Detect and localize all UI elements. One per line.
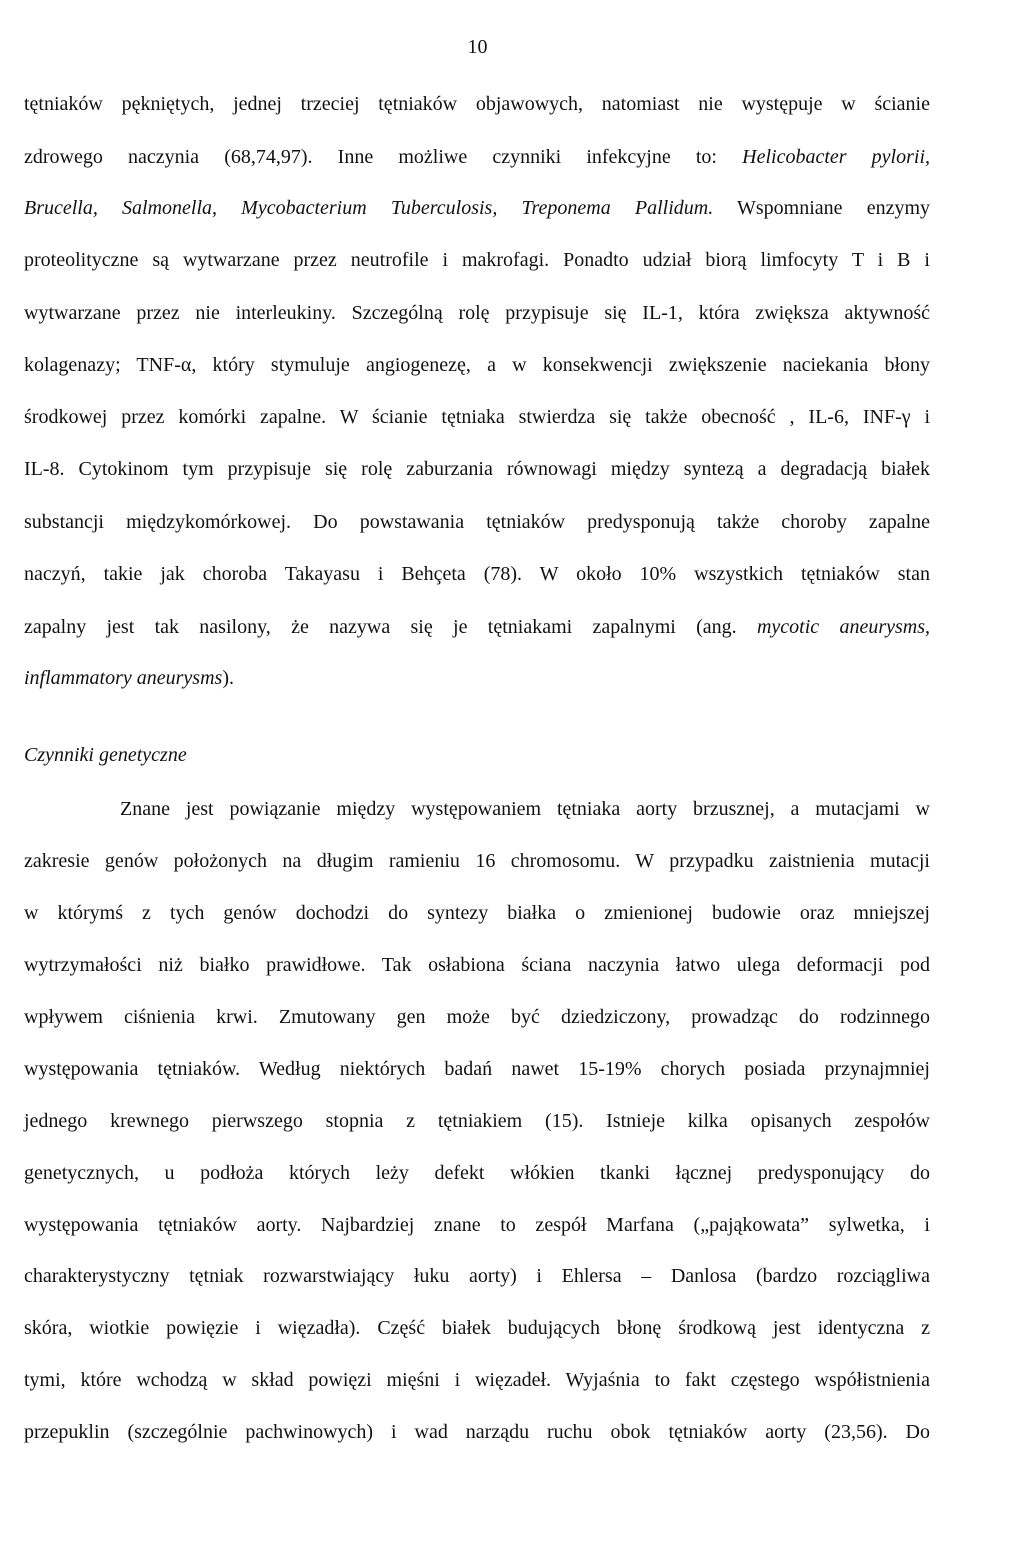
text-line: przepuklin (szczególnie pachwinowych) i wad narządu ruchu obok tętniaków aorty (23,56). Do: [24, 1421, 930, 1443]
text-line: wytwarzane przez nie interleukiny. Szczególną rolę przypisuje się IL-1, która zwiększa aktywność: [24, 302, 930, 324]
text-line: kolagenazy; TNF-α, który stymuluje angiogenezę, a w konsekwencji zwiększenie naciekania błony: [24, 354, 930, 376]
text-line: wpływem ciśnienia krwi. Zmutowany gen może być dziedziczony, prowadząc do rodzinnego: [24, 1006, 930, 1028]
text-line: zdrowego naczynia (68,74,97). Inne możliwe czynniki infekcyjne to: Helicobacter pylorii,: [24, 146, 931, 168]
text-line: substancji międzykomórkowej. Do powstawania tętniaków predysponują także choroby zapalne: [24, 511, 930, 533]
text-line: jednego krewnego pierwszego stopnia z tętniakiem (15). Istnieje kilka opisanych zespołów: [24, 1110, 930, 1132]
text-line: skóra, wiotkie powięzie i więzadła). Część białek budujących błonę środkową jest identyczna z: [24, 1317, 930, 1339]
text-line: zapalny jest tak nasilony, że nazywa się je tętniakami zapalnymi (ang. mycotic aneurysms,: [24, 616, 930, 638]
text-line: naczyń, takie jak choroba Takayasu i Behçeta (78). W około 10% wszystkich tętniaków stan: [24, 563, 930, 585]
text-line: występowania tętniaków. Według niektórych badań nawet 15-19% chorych posiada przynajmniej: [24, 1058, 930, 1080]
text-line: wytrzymałości niż białko prawidłowe. Tak osłabiona ściana naczynia łatwo ulega deformacji pod: [24, 954, 930, 976]
text-line: Znane jest powiązanie między występowaniem tętniaka aorty brzusznej, a mutacjami w: [120, 798, 930, 820]
text-line: tętniaków pękniętych, jednej trzeciej tętniaków objawowych, natomiast nie występuje w ścianie: [24, 93, 930, 115]
text-line: Brucella, Salmonella, Mycobacterium Tuberculosis, Treponema Pallidum. Wspomniane enzymy: [24, 197, 930, 219]
text-line: proteolityczne są wytwarzane przez neutrofile i makrofagi. Ponadto udział biorą limfocyty T i B i: [24, 249, 930, 271]
text-line: tymi, które wchodzą w skład powięzi mięśni i więzadeł. Wyjaśnia to fakt częstego współistnienia: [24, 1369, 930, 1391]
text-line: zakresie genów położonych na długim ramieniu 16 chromosomu. W przypadku zaistnienia mutacji: [24, 850, 930, 872]
text-line: charakterystyczny tętniak rozwarstwiający łuku aorty) i Ehlersa – Danlosa (bardzo rozciągliwa: [24, 1265, 930, 1287]
text-line: genetycznych, u podłoża których leży defekt włókien tkanki łącznej predysponujący do: [24, 1162, 930, 1184]
text-line: w którymś z tych genów dochodzi do syntezy białka o zmienionej budowie oraz mniejszej: [24, 902, 930, 924]
text-line: środkowej przez komórki zapalne. W ścianie tętniaka stwierdza się także obecność , IL-6, INF-γ i: [24, 406, 930, 428]
section-heading: Czynniki genetyczne: [24, 744, 187, 766]
text-line: inflammatory aneurysms).: [24, 667, 234, 689]
text-line: występowania tętniaków aorty. Najbardziej znane to zespół Marfana („pająkowata” sylwetka, i: [24, 1214, 930, 1236]
page-number: 10: [467, 36, 488, 58]
text-line: IL-8. Cytokinom tym przypisuje się rolę zaburzania równowagi między syntezą a degradacją białek: [24, 458, 930, 480]
